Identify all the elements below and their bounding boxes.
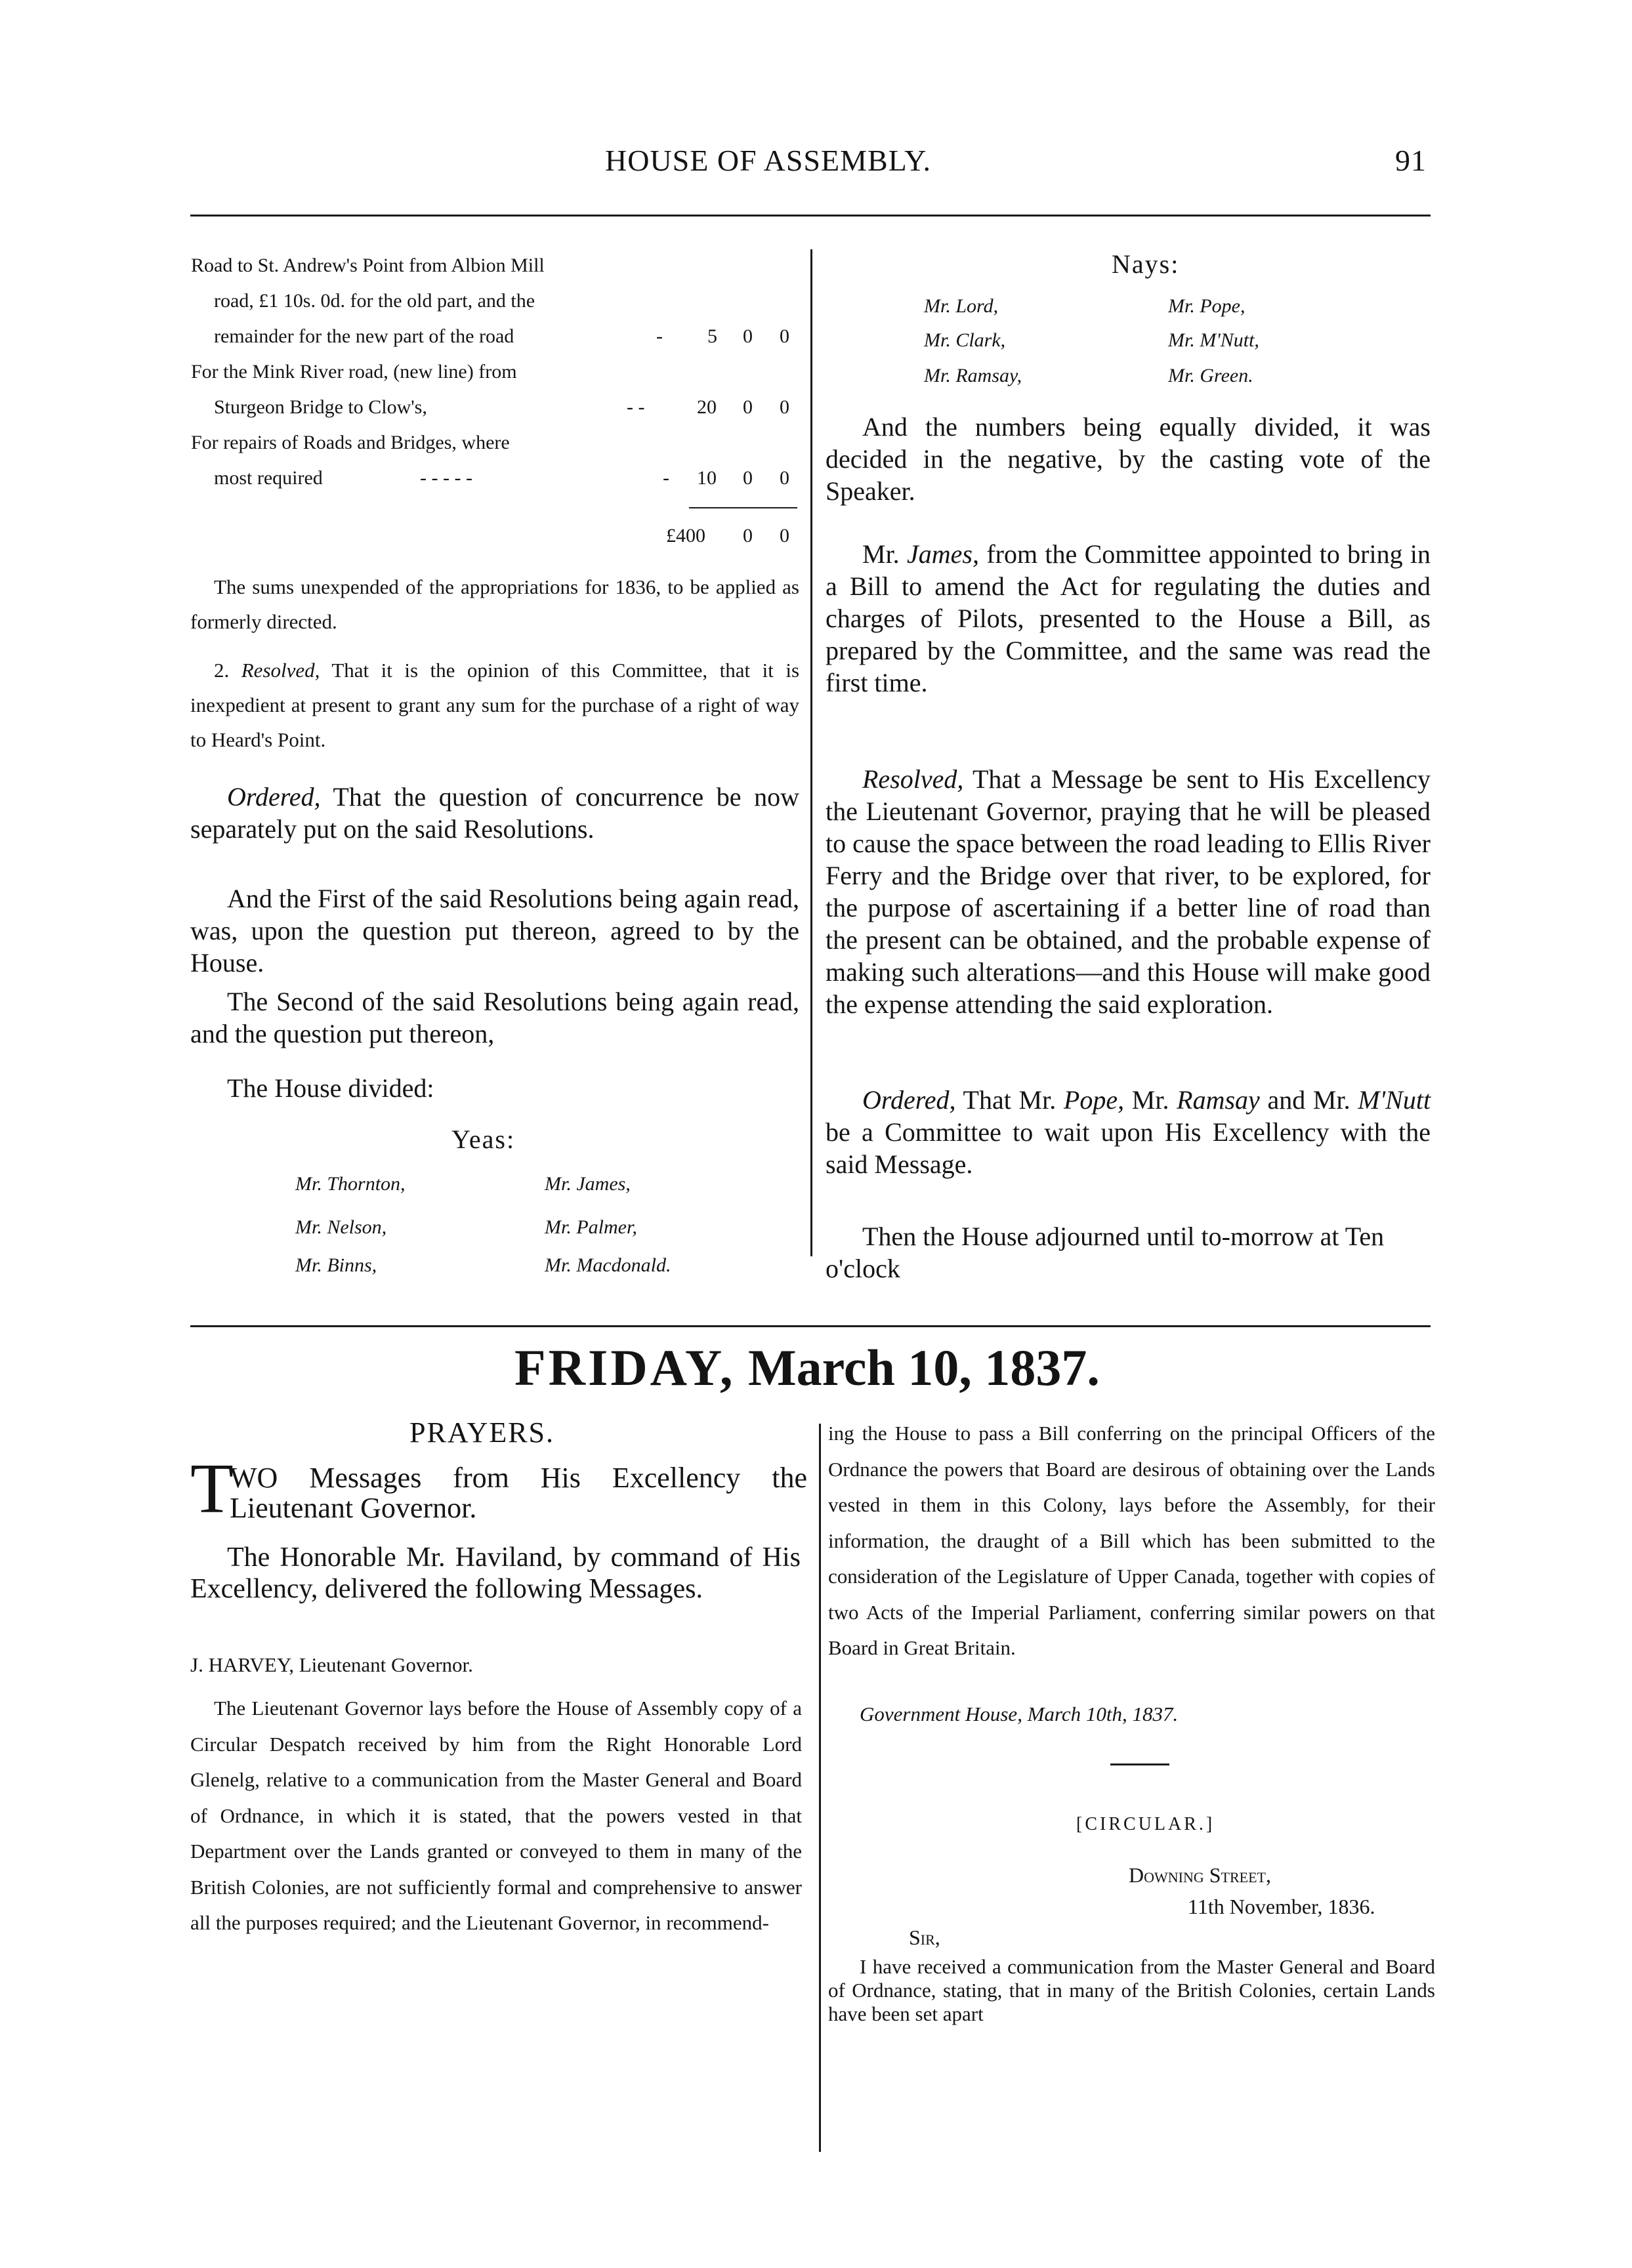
item1-shillings: 0 — [743, 325, 753, 347]
government-house: Government House, March 10th, 1837. — [860, 1702, 1179, 1725]
salutation: Sir, — [909, 1926, 940, 1949]
drop-cap: T — [190, 1450, 234, 1528]
nay-name: Mr. Clark, — [924, 329, 1006, 351]
nay-name: Mr. Ramsay, — [924, 365, 1022, 386]
item3-pence: 0 — [780, 467, 789, 489]
short-rule — [1110, 1763, 1169, 1765]
message-right: ing the House to pass a Bill conferring on the principal Officers of the Ordnance the powers that Board are desirous of obtaining over the Lands vested in them in this Colony, lays before the Assembly, for their information, the draught of a Bill which has been submitted to the consideration of the Legislature of Upper Canada, together with copies of two Acts of the Imperial Parliament, conferring similar powers on that Board in Great Britain. — [828, 1422, 1435, 1659]
item1-pounds: 5 — [707, 325, 717, 347]
header-rule — [190, 215, 1431, 216]
item1-pence: 0 — [780, 325, 789, 347]
total-shillings: 0 — [743, 525, 753, 546]
item3-line1: For repairs of Roads and Bridges, where — [191, 432, 510, 453]
ordered-concurrence: Ordered, That the question of concurrence be now separately put on the said Resolutions. — [190, 782, 799, 844]
yeas-label: Yeas: — [451, 1124, 516, 1154]
item3-shillings: 0 — [743, 467, 753, 489]
section-rule — [190, 1325, 1431, 1327]
item1-line3: remainder for the new part of the road — [214, 325, 514, 347]
item3-line2: most required — [214, 467, 323, 489]
nay-name: Mr. M'Nutt, — [1168, 329, 1259, 351]
yea-name: Mr. Nelson, — [295, 1216, 387, 1238]
item1-dash: - — [656, 325, 663, 347]
james-bill: Mr. James, from the Committee appointed to bring in a Bill to amend the Act for regulating the duties and charges of Pilots, presented to the House a Bill, as prepared by the Committee, and the same was read the first time. — [826, 539, 1431, 697]
item2-line2: Sturgeon Bridge to Clow's, — [214, 396, 427, 418]
total-pence: 0 — [780, 525, 789, 546]
item3-pounds: 10 — [697, 467, 717, 489]
equal-division: And the numbers being equally divided, it was decided in the negative, by the casting vote of the Speaker. — [826, 412, 1431, 506]
adjournment: Then the House adjourned until to-morrow at Ten o'clock — [826, 1222, 1385, 1283]
nays-label: Nays: — [1112, 249, 1180, 279]
yea-name: Mr. Palmer, — [545, 1216, 637, 1238]
friday-heading: FRIDAY, March 10, 1837. — [514, 1339, 1100, 1396]
item1-line2: road, £1 10s. 0d. for the old part, and the — [214, 290, 535, 312]
yea-name: Mr. James, — [545, 1173, 631, 1195]
item2-shillings: 0 — [743, 396, 753, 418]
item1-line1: Road to St. Andrew's Point from Albion Mill — [191, 255, 545, 276]
yea-name: Mr. Thornton, — [295, 1173, 406, 1195]
yea-name: Mr. Macdonald. — [545, 1254, 671, 1276]
item3-dash-end: - — [663, 467, 669, 489]
item2-pounds: 20 — [697, 396, 717, 418]
resolution-2: 2. Resolved, That it is the opinion of this Committee, that it is inexpedient at present to grant any sum for the purchase of a right of way to Heard's Point. — [190, 659, 800, 751]
page-number: 91 — [1395, 144, 1427, 177]
two-messages: WO Messages from His Excellency the Lieutenant Governor. — [230, 1462, 807, 1524]
haviland: The Honorable Mr. Haviland, by command of His Excellency, delivered the following Messages. — [190, 1542, 801, 1604]
running-head: HOUSE OF ASSEMBLY. — [605, 144, 931, 177]
item2-line1: For the Mink River road, (new line) from — [191, 361, 517, 382]
second-resolution: The Second of the said Resolutions being again read, and the question put thereon, — [190, 987, 799, 1048]
item3-dash: - - - - - — [420, 467, 472, 489]
item2-dash: - - — [627, 396, 645, 418]
nay-name: Mr. Pope, — [1168, 295, 1245, 317]
first-resolution: And the First of the said Resolutions being again read, was, upon the question put thereon, agreed to by the House. — [190, 884, 799, 978]
column-divider-top — [810, 249, 812, 1256]
circular-label: [CIRCULAR.] — [1076, 1814, 1215, 1834]
total-rule — [689, 507, 797, 508]
unexpended-note: The sums unexpended of the appropriations for 1836, to be applied as formerly directed. — [190, 575, 799, 633]
item2-pence: 0 — [780, 396, 789, 418]
yea-name: Mr. Binns, — [295, 1254, 377, 1276]
column-divider-bottom — [819, 1424, 821, 2152]
despatch-date: 11th November, 1836. — [1188, 1895, 1375, 1918]
committee-order: Ordered, That Mr. Pope, Mr. Ramsay and Mr. M'Nutt be a Committee to wait upon His Excellency with the said Message. — [826, 1085, 1431, 1179]
ellis-river-resolution: Resolved, That a Message be sent to His Excellency the Lieutenant Governor, praying that he will be pleased to cause the space between the road leading to Ellis River Ferry and the Bridge over that river, to be explored, for the purpose of ascertaining if a better line of road than the present can be obtained, and the probable expense of making such alterations—and this House will make good the expense attending the said exploration. — [826, 764, 1431, 1019]
house-divided: The House divided: — [227, 1073, 434, 1103]
total-pounds: £400 — [666, 525, 705, 546]
letter-body: I have received a communication from the Master General and Board of Ordnance, stating, that in many of the British Colonies, certain Lands have been set apart — [828, 1955, 1435, 2025]
prayers: PRAYERS. — [409, 1416, 555, 1449]
message-left: The Lieutenant Governor lays before the House of Assembly copy of a Circular Despatch received by him from the Right Honorable Lord Glenelg, relative to a communication from the Master General and Board of Ordnance, in which it is stated, that the powers vested in that Department over the Lands granted or conveyed to them in many of the British Colonies, are not sufficiently formal and comprehensive to answer all the purposes required; and the Lieutenant Governor, in recommend- — [190, 1697, 802, 1934]
harvey-signature: J. HARVEY, Lieutenant Governor. — [190, 1653, 473, 1676]
downing-street: Downing Street, — [1129, 1863, 1271, 1887]
nay-name: Mr. Green. — [1168, 365, 1253, 386]
nay-name: Mr. Lord, — [924, 295, 999, 317]
